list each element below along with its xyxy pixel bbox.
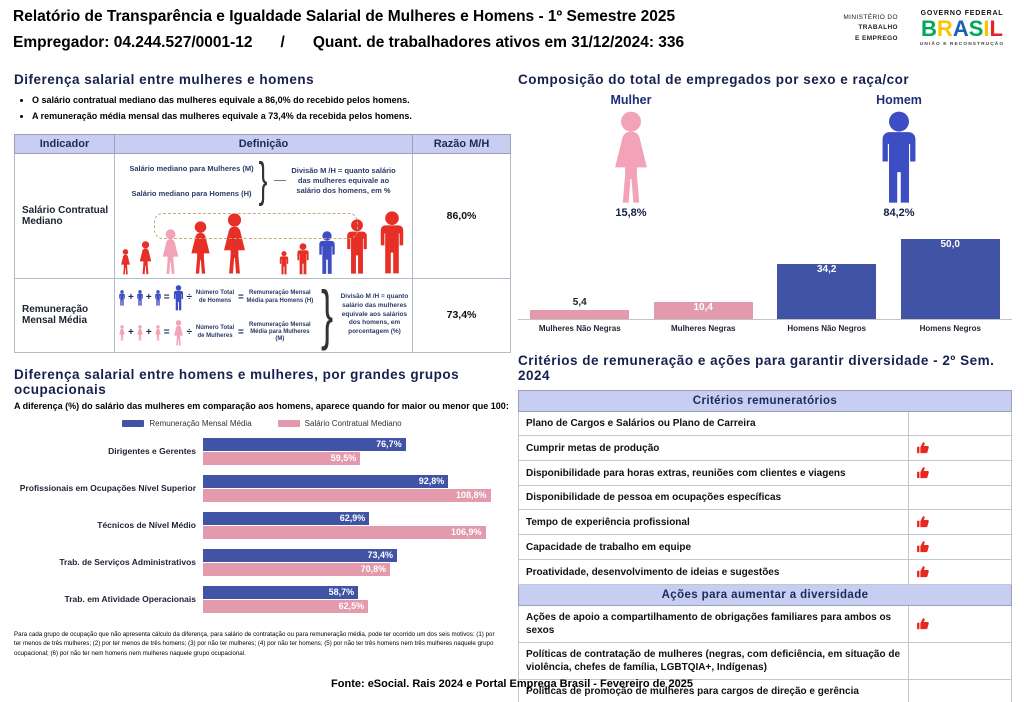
adopted-thumbs-up-icon [916,441,930,455]
composition-categories [518,324,1012,333]
equals-operator: = [238,292,244,304]
occupation-bar-group [14,512,510,540]
man-figure-icon [376,211,408,275]
plus-operator: + [128,292,134,304]
women-average-label: Remuneração Mensal Média para Mulheres (M) [249,321,311,343]
occupation-category-label: Trab. de Serviços Administrativos [59,557,196,568]
man-figure-icon [136,290,144,306]
bar-value-label: 59,5% [330,453,357,464]
connector-line [274,180,286,181]
indicator-table-header-row [15,135,511,154]
bar-category-label: Homens Não Negros [787,324,867,333]
brand-letter: A [952,16,969,41]
male-total-block [844,93,954,219]
woman-figure-icon [137,241,154,275]
criteria-row [519,412,1012,436]
bar-value-label: 58,7% [328,587,355,598]
bar [203,586,358,599]
subtitle-separator: / [280,34,285,51]
right-column [518,72,1012,702]
criteria-text: Disponibilidade de pessoa em ocupações específicas [519,486,909,510]
bar [203,512,369,525]
brace-glyph: } [259,154,268,208]
man-figure-icon [875,111,923,205]
col-header-definicao: Definição [115,135,413,154]
criteria-text: Políticas de contratação de mulheres (negras, com deficiência, em situação de violência, chefes de família, LGBTQIA+, Indígenas) [519,643,909,680]
bar [530,310,629,319]
indicator-table [14,134,511,352]
bullet-item: • O salário contratual mediano das mulheres equivale a 86,0% do recebido pelos homens. [32,92,510,108]
equals-operator: = [163,292,170,304]
brand-letter: R [936,16,953,41]
occupation-subtitle: A diferença (%) do salário das mulheres em comparação aos homens, aparece quando for maior ou menor que 100: [14,400,509,411]
criteria-text: Proatividade, desenvolvimento de ideias e sugestões [519,560,909,585]
brand-letter: S [968,16,984,41]
criteria-row [519,436,1012,461]
male-percentage: 84,2% [883,207,915,219]
active-workers-count: Quant. de trabalhadores ativos em 31/12/2024: 336 [312,34,685,51]
source-footer: Fonte: eSocial. Rais 2024 e Portal Emprega Brasil - Fevereiro de 2025 [331,678,693,690]
report-subtitle [13,34,843,52]
occupation-bar-group [14,475,510,503]
criteria-adopted-cell [909,461,1012,486]
criteria-group-header-row [519,391,1012,412]
criteria-row [519,510,1012,535]
women-total-label: Número Total de Mulheres [195,325,235,339]
ministry-line: TRABALHO [858,24,898,32]
bar-value-label: 5,4 [572,297,587,309]
report-header [13,8,843,52]
legend-swatch [278,420,300,427]
gender-totals [518,93,1012,219]
bar-value-label: 70,8% [360,564,387,575]
bar [203,489,491,502]
governo-federal-label: GOVERNO FEDERAL [920,10,1004,17]
brand-letter: B [921,16,937,41]
indicator-name: Remuneração Mensal Média [15,278,115,352]
criteria-row [519,606,1012,643]
adopted-thumbs-up-icon [916,617,930,631]
bar [203,475,448,488]
criteria-group-header: Ações para aumentar a diversidade [519,585,1012,606]
gap-bullets [32,92,510,124]
men-average-label: Remuneração Mensal Média para Homens (H) [246,290,314,304]
table-row-salario-mediano [15,154,511,278]
indicator-name: Salário Contratual Mediano [15,154,115,278]
adopted-thumbs-up-icon [916,540,930,554]
bar-value-label: 73,4% [367,550,393,561]
adopted-thumbs-up-icon [916,515,930,529]
brand-letter: L [989,16,1003,41]
man-figure-icon [295,243,311,275]
composition-section-title: Composição do total de empregados por sexo e raça/cor [518,72,910,87]
composition-bar-group [889,239,1013,319]
criteria-adopted-cell [909,535,1012,560]
col-header-indicador: Indicador [15,135,115,154]
bar [203,549,397,562]
composition-bars [518,233,1012,320]
criteria-section-title: Critérios de remuneração e ações para garantir diversidade - 2º Sem. 2024 [518,353,995,383]
legend-item [278,419,402,428]
bar [203,526,486,539]
criteria-text: Cumprir metas de produção [519,436,909,461]
definition-average-pay [116,277,411,352]
equals-operator: = [238,327,244,339]
criteria-text: Políticas de promoção de mulheres para cargos de direção e gerência [519,680,909,702]
bar-category-label: Homens Negros [919,324,981,333]
female-percentage: 15,8% [615,207,647,219]
bar [203,452,360,465]
ministry-line: MINISTÉRIO DO [843,13,898,21]
occupation-category-label: Profissionais em Ocupações Nível Superior [19,483,196,494]
big-man-figure-icon [172,285,185,311]
bar-value-label: 106,9% [450,527,482,538]
bar-value-label: 34,2 [817,264,837,276]
median-men-label: Salário mediano para Homens (H) [131,188,252,198]
brace-glyph: } [320,277,333,352]
criteria-adopted-cell [909,643,1012,680]
criteria-group-header-row [519,585,1012,606]
ratio-median-salary: 86,0% [413,154,511,278]
brasil-logo-text [910,18,1014,40]
bar [654,302,753,319]
table-row-remuneracao-media [15,278,511,352]
criteria-adopted-cell [909,560,1012,585]
occupation-bars [203,475,499,503]
criteria-adopted-cell [909,412,1012,436]
man-figure-icon [278,251,290,275]
plus-operator: + [128,327,134,339]
composition-bar-group [518,297,642,319]
government-logos [843,10,1014,47]
col-header-razao: Razão M/H [413,135,511,154]
composition-chart [518,233,1012,333]
occupation-bar-group [14,586,510,614]
bar-value-label: 76,7% [376,439,402,450]
legend-item [122,419,251,428]
occupation-section-title: Diferença salarial entre homens e mulheres, por grandes grupos ocupacionais [14,366,460,397]
criteria-adopted-cell [909,486,1012,510]
legend-label: Salário Contratual Mediano [304,418,402,428]
woman-figure-icon [607,111,655,205]
plus-operator: + [145,292,152,304]
bar [777,264,876,319]
uniao-reconstrucao-label: UNIÃO E RECONSTRUÇÃO [919,42,1005,47]
criteria-table-body [519,391,1012,702]
men-total-label: Número Total de Homens [195,290,235,304]
criteria-adopted-cell [909,436,1012,461]
criteria-adopted-cell [909,510,1012,535]
equals-operator: = [163,327,170,339]
occupation-chart [14,438,510,614]
bar-value-label: 108,8% [456,490,487,501]
composition-bar-group [642,302,766,319]
bar-value-label: 10,4 [693,302,713,314]
woman-figure-icon [119,249,132,275]
legend-label: Remuneração Mensal Média [149,418,252,428]
median-highlight-box [154,213,358,239]
men-average-equation [118,285,314,311]
criteria-row [519,461,1012,486]
criteria-text: Disponibilidade para horas extras, reuniões com clientes e viagens [519,461,909,486]
female-total-block [576,93,686,219]
bar-value-label: 62,9% [339,513,366,524]
criteria-adopted-cell [909,606,1012,643]
criteria-text: Capacidade de trabalho em equipe [519,535,909,560]
bar-category-label: Mulheres Negras [671,324,736,333]
occupation-category-label: Trab. em Atividade Operacionais [64,594,196,605]
adopted-thumbs-up-icon [916,565,930,579]
plus-operator: + [145,327,152,339]
male-label: Homem [876,93,922,107]
criteria-row [519,535,1012,560]
criteria-text: Ações de apoio a compartilhamento de obrigações familiares para ambos os sexos [519,606,909,643]
women-average-equation [118,320,314,346]
woman-figure-icon [154,325,162,341]
bar-value-label: 50,0 [940,239,960,250]
female-label: Mulher [610,93,652,107]
bar-category-label: Mulheres Não Negras [538,324,621,333]
bar [203,438,406,451]
occupation-bar-group [14,549,510,577]
bar-value-label: 92,8% [418,476,445,487]
occupation-category-label: Técnicos de Nível Médio [97,520,196,531]
occupation-bars [203,586,499,614]
brand-letter: I [983,16,990,41]
bar-value-label: 62,5% [338,601,365,612]
criteria-row [519,643,1012,680]
criteria-row [519,486,1012,510]
occupation-footnote: Para cada grupo de ocupação que não apresenta cálculo da diferença, para salário de contratação ou para remuneração média, pode ter ocorrido um dos seis motivos: (1) por ter menos de três mulheres; (2) por ter menos de três homens; (3) por não ter mulheres; (4) por não ter homens; (5) por não ter três homens nem três mulheres naquele grupo ocupacional; (6) por não ter nem homens nem mulheres naquele grupo ocupacional. [14,630,495,657]
criteria-table [518,390,1012,702]
occupation-category-label: Dirigentes e Gerentes [108,446,196,457]
criteria-text: Plano de Cargos e Salários ou Plano de Carreira [519,412,909,436]
criteria-section [518,353,1012,702]
ministry-line: E EMPREGO [855,34,898,42]
legend-swatch [122,420,144,427]
ministry-label [843,13,898,44]
adopted-thumbs-up-icon [916,466,930,480]
composition-bar-group [765,264,889,319]
definition-median-salary [116,155,411,276]
bar [203,563,390,576]
division-note: Divisão M /H = quanto salário das mulheres equivale aos salários dos homens, em porcentagem (%) [340,293,409,336]
criteria-row [519,560,1012,585]
salary-distribution-figures [118,209,409,275]
criteria-text: Tempo de experiência profissional [519,510,909,535]
occupation-bar-group [14,438,510,466]
employer-id: Empregador: 04.244.527/0001-12 [13,34,253,51]
divide-operator: ÷ [186,292,193,304]
man-figure-icon [118,290,126,306]
occupation-chart-legend [14,419,510,428]
left-column [14,72,510,658]
ratio-average-pay: 73,4% [413,278,511,352]
big-woman-figure-icon [172,320,185,346]
woman-figure-icon [136,325,144,341]
gap-section-title: Diferença salarial entre mulheres e homens [14,72,315,87]
criteria-group-header: Critérios remuneratórios [519,391,1012,412]
man-figure-icon [154,290,162,306]
occupation-bars [203,512,499,540]
occupation-bars [203,549,499,577]
report-title: Relatório de Transparência e Igualdade Salarial de Mulheres e Homens - 1º Semestre 2025 [13,8,676,25]
bar [203,600,368,613]
occupation-bars [203,438,499,466]
occupation-section [14,367,510,659]
brasil-government-logo [910,10,1014,47]
divide-operator: ÷ [186,327,193,339]
woman-figure-icon [118,325,126,341]
bar [901,239,1000,319]
division-note: Divisão M /H = quanto salário das mulheres equivale ao salário dos homens, em % [291,166,396,195]
median-women-label: Salário mediano para Mulheres (M) [129,163,254,173]
bullet-item: • A remuneração média mensal das mulheres equivale a 73,4% da recebida pelos homens. [32,108,510,124]
